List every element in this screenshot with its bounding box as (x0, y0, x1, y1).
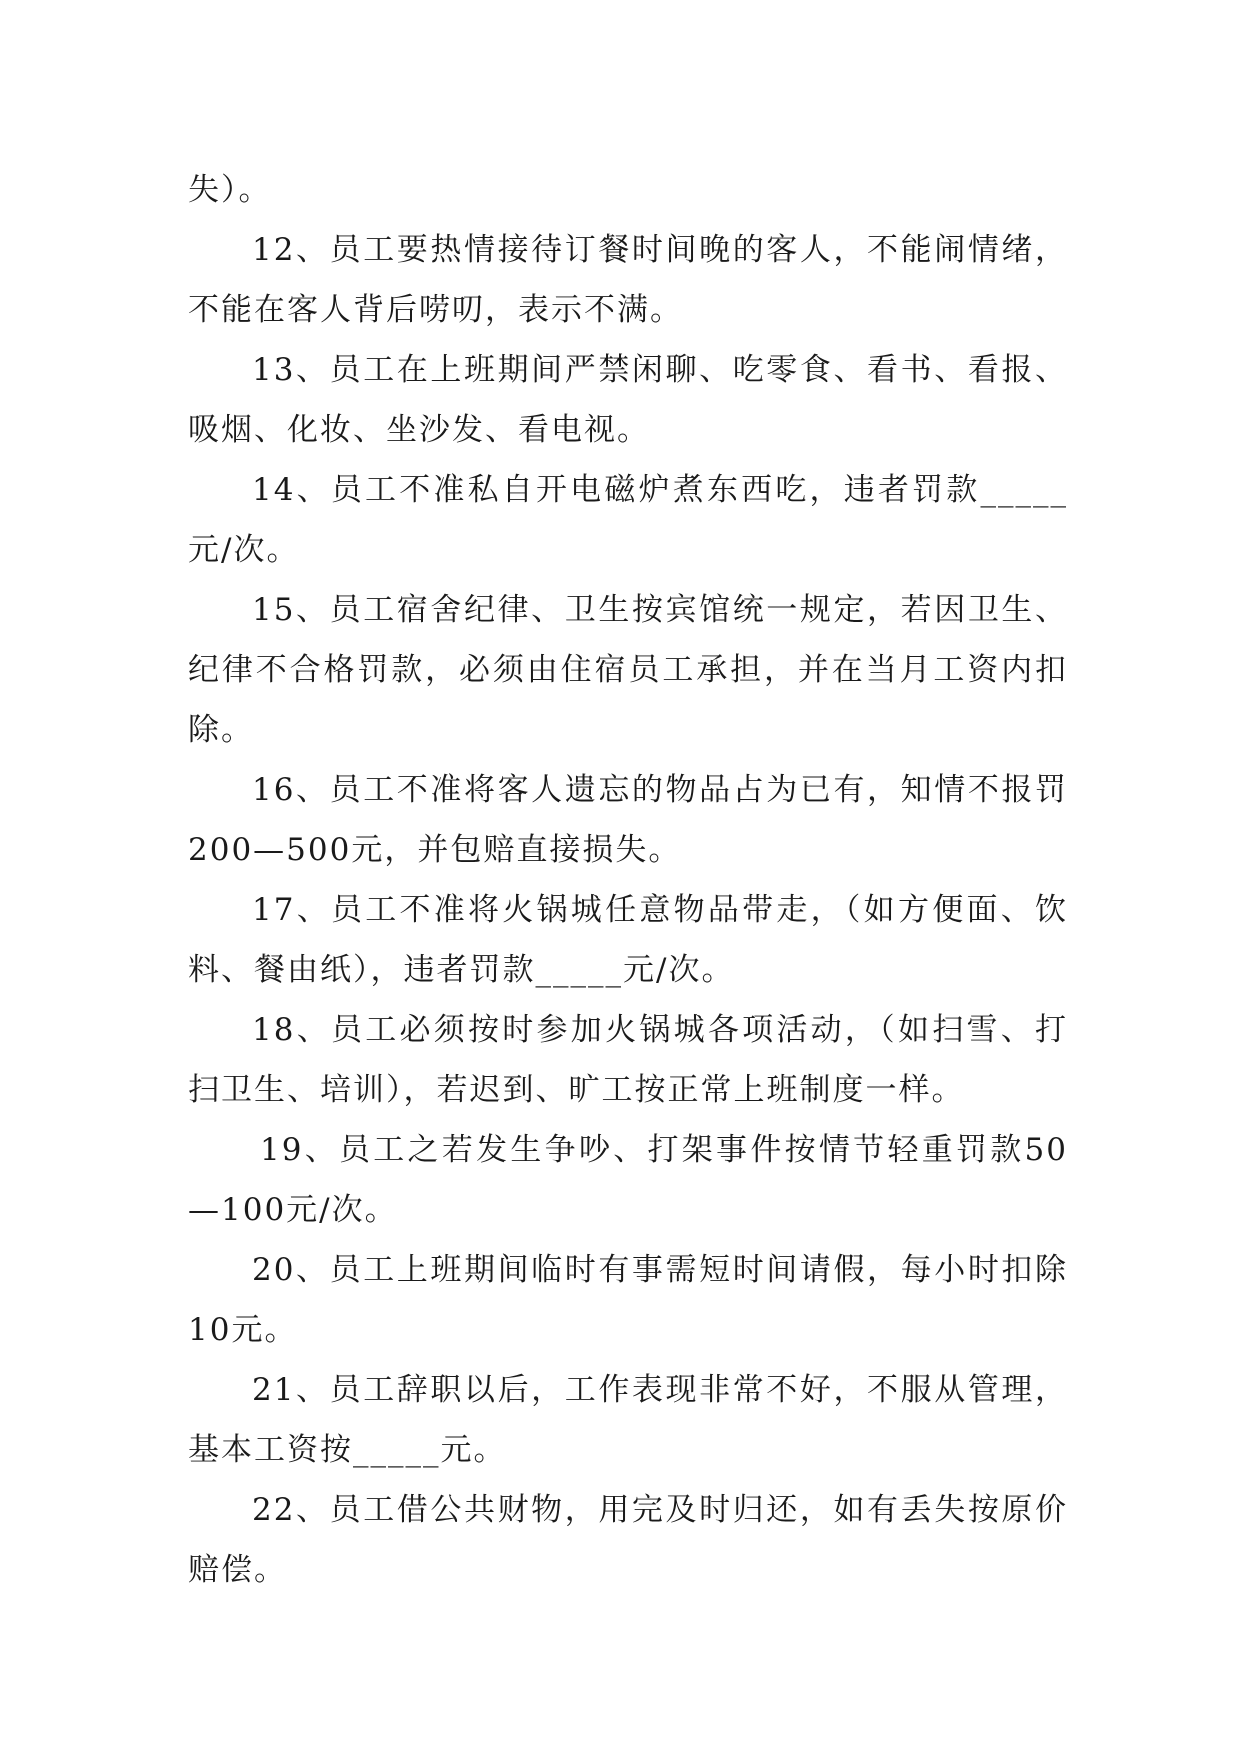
paragraph-16: 16、员工不准将客人遗忘的物品占为已有，知情不报罚200—500元，并包赔直接损失。 (188, 772, 1068, 868)
paragraph-14: 14、员工不准私自开电磁炉煮东西吃，违者罚款_____元/次。 (188, 472, 1068, 568)
paragraph-20: 20、员工上班期间临时有事需短时间请假，每小时扣除10元。 (188, 1252, 1068, 1348)
paragraph-13: 13、员工在上班期间严禁闲聊、吃零食、看书、看报、吸烟、化妆、坐沙发、看电视。 (188, 352, 1068, 448)
paragraph-12: 12、员工要热情接待订餐时间晚的客人，不能闹情绪，不能在客人背后唠叨，表示不满。 (188, 232, 1068, 328)
paragraph-18: 18、员工必须按时参加火锅城各项活动，（如扫雪、打扫卫生、培训），若迟到、旷工按正常上班制度一样。 (188, 1012, 1068, 1108)
paragraph-19: 19、员工之若发生争吵、打架事件按情节轻重罚款50—100元/次。 (188, 1132, 1068, 1228)
paragraph-15: 15、员工宿舍纪律、卫生按宾馆统一规定，若因卫生、纪律不合格罚款，必须由住宿员工承担，并在当月工资内扣除。 (188, 592, 1068, 748)
paragraph-17: 17、员工不准将火锅城任意物品带走，（如方便面、饮料、餐由纸），违者罚款_____元/次。 (188, 892, 1068, 988)
document-body (188, 160, 1068, 1600)
paragraph-11-tail: 失）。 (188, 172, 272, 208)
paragraph-21: 21、员工辞职以后，工作表现非常不好，不服从管理，基本工资按_____元。 (188, 1372, 1068, 1468)
paragraph-22: 22、员工借公共财物，用完及时归还，如有丢失按原价赔偿。 (188, 1492, 1068, 1588)
